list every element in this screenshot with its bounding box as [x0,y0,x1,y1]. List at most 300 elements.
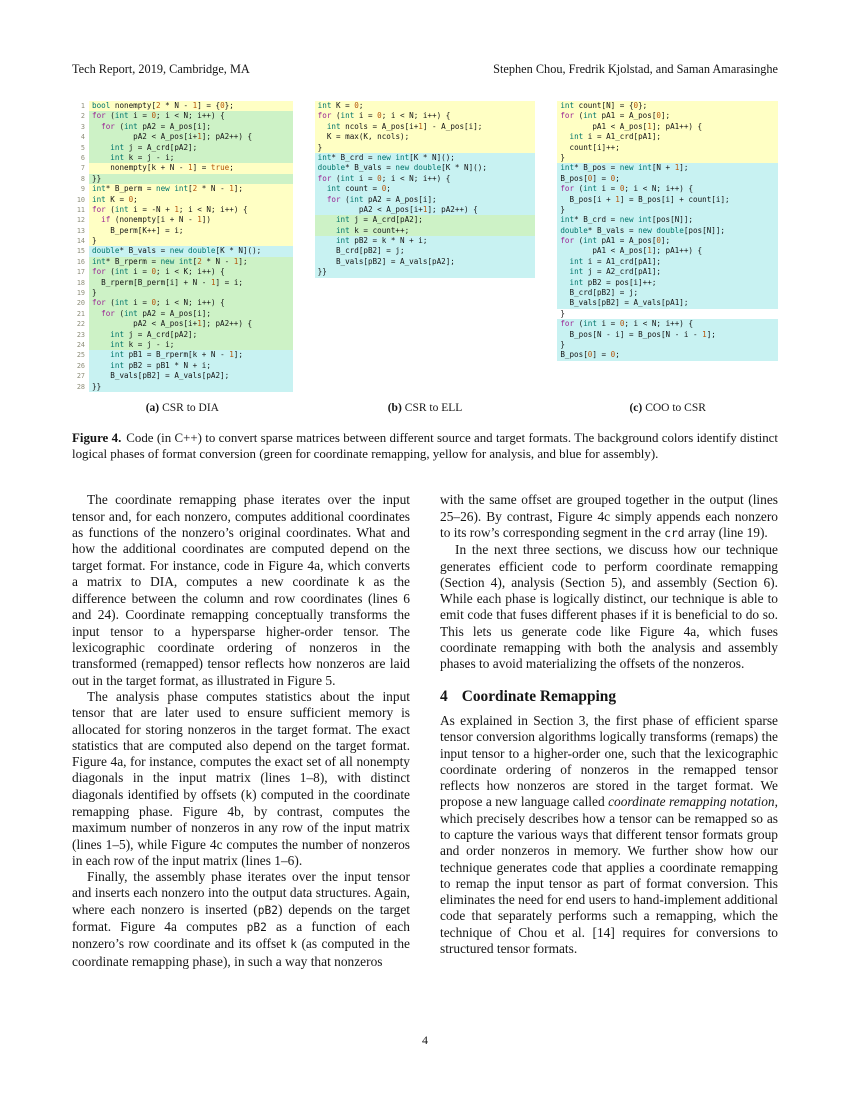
code-text: B_pos[0] = 0; [557,174,778,184]
code-line [315,236,536,246]
code-text: int k = j - i; [89,340,293,350]
code-line [557,267,778,277]
code-token: 2 [192,184,198,194]
figure-caption-text: Code (in C++) to convert sparse matrices between different source and target formats. The background colors identify distinct logical phases of format conversion (green for coordinate remapping, yellow for analysis, and blue for assembly). [72,430,778,462]
code-text: for (int i = 0; i < N; i++) { [557,319,778,329]
code-text: B_vals[pB2] = A_vals[pA2]; [89,371,293,381]
code-token: int [326,121,341,131]
code-text: double* B_vals = new double[K * N](); [89,246,293,256]
code-text: } [557,205,778,215]
code-token: int [110,152,125,162]
code-token: 1 [702,329,707,339]
line-number: 20 [76,299,85,308]
code-block [315,101,536,278]
code-text: for (int i = 0; i < N; i++) { [89,298,293,308]
code-token: new [619,215,634,225]
code-text: count[i]++; [557,143,778,153]
code-token: 1 [233,256,239,266]
code-token: int [335,236,350,246]
code-line [557,184,778,194]
code-token: new [160,256,175,266]
code-line [557,288,778,298]
inline-code: k [245,788,253,802]
code-token: double [188,246,216,256]
code-line [72,122,293,132]
code-text: int pB2 = pos[i]++; [557,278,778,288]
code-token: 1 [210,277,216,287]
line-number: 28 [76,382,85,391]
code-line [315,195,536,205]
code-line [315,101,536,111]
code-token: 0 [610,350,616,360]
code-text: } [315,143,536,153]
line-number: 4 [80,133,85,142]
line-number: 1 [80,102,85,110]
code-line [72,340,293,350]
code-text: int j = A_crd[pA2]; [315,215,536,225]
code-token: int [326,184,341,194]
code-text: int* B_rperm = new int[2 * N - 1]; [89,257,293,267]
code-token: int [583,319,597,329]
code-text: for (int pA1 = A_pos[0]; [557,236,778,246]
code-text: B_crd[pB2] = j; [315,246,536,256]
code-text: B_pos[0] = 0; [557,350,778,360]
code-token: for [560,111,575,121]
line-number: 11 [76,205,85,214]
code-token: 1 [229,184,234,194]
line-number: 5 [80,143,85,152]
code-text: for (int pA1 = A_pos[0]; [557,111,778,121]
code-text: bool nonempty[2 * N - 1] = {0}; [89,101,293,111]
code-token: for [317,111,332,121]
code-token: int [178,256,193,266]
code-token: 2 [197,256,202,266]
code-text: int ncols = A_pos[i+1] - A_pos[i]; [315,122,536,132]
code-token: new [638,225,652,235]
code-token: int [569,277,584,287]
code-text: } [557,340,778,350]
code-token: int [92,256,106,266]
line-number: 17 [76,268,85,277]
paragraph [440,713,778,957]
header-right: Stephen Chou, Fredrik Kjolstad, and Saman Amarasinghe [493,62,778,76]
code-token: int [340,111,355,121]
code-token: int [583,184,597,194]
code-text: B_vals[pB2] = A_vals[pA2]; [315,257,536,267]
code-token: 1 [174,204,179,214]
code-token: new [169,246,184,256]
code-listings [72,101,778,414]
code-line [557,132,778,142]
code-token: int [560,215,575,225]
section-number: 4 [440,687,448,705]
line-number: 15 [76,247,85,256]
paragraph [440,492,778,542]
code-text: pA1 < A_pos[1]; pA1++) { [557,122,778,132]
code-line [315,143,536,153]
code-token: for [92,204,106,214]
code-token: 1 [197,215,202,225]
listing-caption-label: (c) [629,401,643,414]
text-run: (as computed in the coordinate remapping phase), in such a way that nonzeros [72,936,410,969]
line-number: 13 [76,226,85,235]
listing-caption-label: (b) [387,401,402,414]
code-token: 0 [377,173,382,183]
code-token: int [569,256,584,266]
code-text: for (int pA2 = A_pos[i]; [315,195,536,205]
code-line [557,163,778,173]
code-line [72,153,293,163]
code-token: 0 [220,101,225,110]
code-token: 0 [610,173,616,183]
code-token: for [317,173,332,183]
code-text: int k = j - i; [89,153,293,163]
code-token: int [335,225,350,235]
paragraph [72,492,410,689]
code-listing [315,101,536,414]
code-token: int [569,132,584,142]
code-text: int i = A1_crd[pA1]; [557,132,778,142]
code-text: int j = A_crd[pA2]; [89,143,293,153]
code-line [557,330,778,340]
inline-code: pB2 [246,921,267,935]
code-text: pA1 < A_pos[1]; pA1++) { [557,246,778,256]
code-token: for [560,236,575,246]
code-token: int [583,236,597,246]
code-token: int [114,298,129,308]
code-line [72,236,293,246]
line-number: 14 [76,237,85,246]
code-line [72,278,293,288]
code-token: int [395,152,410,162]
code-token: int [317,101,332,110]
code-token: new [377,152,391,162]
code-line [557,101,778,111]
code-text: } [557,153,778,163]
code-line [315,246,536,256]
figure-caption-label: Figure 4. [72,430,122,445]
code-line [557,298,778,308]
body-text [72,492,778,970]
code-text: for (int i = 0; i < N; i++) { [315,174,536,184]
code-token: int [174,184,189,194]
code-text: B_rperm[B_perm[i] + N - 1] = i; [89,278,293,288]
code-token: for [101,308,115,318]
code-token: int [638,163,652,173]
code-token: int [349,194,364,204]
line-number: 8 [80,174,85,183]
code-token: int [114,204,129,214]
text-run: as the difference between the column and row coordinates (lines 6 and 24). Coordinate remapping conceptually transforms the input tensor to a hypersparse higher-order tensor. The lexicographic coordinate ordering of nonzeros in the transformed (remapped) tensor reflects how nonzeros are laid out in the target format, as illustrated in Figure 5. [72,573,410,688]
code-token: int [110,142,125,152]
code-text: int K = 0; [89,195,293,205]
code-text: int* B_crd = new int[K * N](); [315,153,536,163]
code-token: int [317,152,332,162]
code-token: int [560,101,575,110]
code-token: if [101,215,111,225]
code-text: pA2 < A_pos[i+1]; pA2++) { [89,319,293,329]
line-number: 2 [80,112,85,121]
code-line [72,361,293,371]
code-line [315,163,536,173]
code-line [557,205,778,215]
inline-code: crd [664,526,685,540]
code-text: int* B_perm = new int[2 * N - 1]; [89,184,293,194]
code-line [557,246,778,256]
code-text: int K = 0; [315,101,536,111]
code-text: }} [89,174,293,184]
code-line [315,111,536,121]
code-line [315,153,536,163]
code-line [72,205,293,215]
line-number: 3 [80,122,85,131]
code-text: int* B_pos = new int[N + 1]; [557,163,778,173]
code-text: for (int pA2 = A_pos[i]; [89,122,293,132]
code-token: true [210,163,230,173]
text-run: with the same offset are grouped together in the output (lines 25–26). By contrast, Figure 4c simply appends each nonzero to its row’s corresponding segment in the [440,492,778,540]
code-token: for [92,298,106,308]
code-text: int pB2 = pB1 * N + i; [89,361,293,371]
code-line [72,195,293,205]
paragraph [72,689,410,869]
code-line [315,132,536,142]
code-text: pA2 < A_pos[i+1]; pA2++) { [89,132,293,142]
code-token: int [583,111,597,121]
code-text: int pB2 = k * N + i; [315,236,536,246]
code-line [315,257,536,267]
listing-caption: (b) CSR to ELL [387,401,463,414]
code-line [72,298,293,308]
code-token: 1 [422,204,428,214]
text-run: As explained in Section 3, the first phase of efficient sparse tensor conversion algorithms logically transforms (remaps) the input tensor to a higher-order one, such that the lexicographic coordinate ordering of nonzeros in the remapped tensor reflects how nonzeros are stored in the target format. We propose a new language called [440,712,778,810]
inline-code: pB2 [257,903,278,917]
code-token: for [92,267,106,277]
code-text: B_crd[pB2] = j; [557,288,778,298]
line-number: 19 [76,289,85,298]
code-token: 0 [151,111,157,121]
section-title: Coordinate Remapping [461,687,617,705]
code-token: 0 [587,350,593,360]
code-line [72,319,293,329]
code-text: int pB1 = B_rperm[k + N - 1]; [89,350,293,360]
inline-code: k [290,938,298,952]
code-text: for (int i = 0; i < N; i++) { [315,111,536,121]
line-number: 6 [80,153,85,162]
code-token: int [340,173,355,183]
code-token: new [156,184,170,194]
code-line [72,371,293,381]
code-line [315,215,536,225]
code-text: for (int i = 0; i < N; i++) { [89,111,293,121]
code-line [315,184,536,194]
code-token: 0 [151,298,157,308]
code-line [557,153,778,163]
code-token: 1 [192,101,198,110]
figure-4 [72,101,778,462]
left-column [72,492,410,970]
code-line [72,174,293,184]
listing-caption-label: (a) [145,401,160,414]
code-line [315,226,536,236]
text-run: as a function of each nonzero’s row coordinate and its offset [72,919,410,952]
code-token: 1 [647,121,652,131]
code-token: int [560,163,575,173]
line-number: 21 [76,309,85,318]
code-token: double [413,163,442,173]
section-heading [440,689,778,705]
code-line [315,267,536,277]
line-number: 12 [76,216,85,225]
code-text: int count = 0; [315,184,536,194]
code-token: for [560,319,575,329]
code-line [557,236,778,246]
code-token: double [92,246,120,256]
code-text: B_vals[pB2] = A_vals[pA1]; [557,298,778,308]
code-text: } [89,236,293,246]
code-text: int i = A1_crd[pA1]; [557,257,778,267]
code-token: 1 [647,246,652,256]
code-line [557,111,778,121]
code-token: int [110,350,125,360]
line-number: 27 [76,372,85,381]
code-text: int k = count++; [315,226,536,236]
code-token: 0 [381,184,387,194]
code-token: int [92,194,106,204]
code-line [72,309,293,319]
code-text: K = max(K, ncols); [315,132,536,142]
code-line [315,122,536,132]
code-token: int [110,329,125,339]
text-run: The coordinate remapping phase iterates over the input tensor and, for each nonzero, computes additional coordinates as functions of the nonzero’s original coordinates. What and how the additional coordinates are computed depend on the target format. For instance, code in Figure 4a, which converts a matrix to DIA, computes a new coordinate [72,492,410,589]
line-number: 9 [80,185,85,194]
code-token: int [638,215,652,225]
code-line [72,288,293,298]
code-token: 0 [656,111,661,121]
right-column [440,492,778,970]
code-token: double [560,225,588,235]
code-text: for (int i = -N + 1; i < N; i++) { [89,205,293,215]
code-listing [557,101,778,414]
code-text: } [89,288,293,298]
code-token: new [619,163,634,173]
text-run: ) depends on the target format. Figure 4a computes [72,901,411,935]
code-token: int [335,215,350,225]
code-line [557,195,778,205]
code-line [72,184,293,194]
code-token: 1 [188,163,193,173]
code-text: }} [315,267,536,277]
code-text: for (int i = 0; i < N; i++) { [557,184,778,194]
code-line [557,278,778,288]
code-token: 0 [377,111,382,121]
code-token: bool [92,101,111,110]
code-line [72,330,293,340]
code-block [72,101,293,392]
code-block [557,101,778,361]
code-token: 0 [354,101,359,110]
header-left: Tech Report, 2019, Cambridge, MA [72,62,250,76]
code-line [72,132,293,142]
code-text: pA2 < A_pos[i+1]; pA2++) { [315,205,536,215]
text-run: , which precisely describes how a tensor can be remapped so as to capture the various ways that different tensor formats group and order nonzeros in memory. We further show how our technique generates code that applies a coordinate remapping to remap the input tensor as part of format conversion. This eliminates the need for end users to hand-implement additional code that separately performs such a remapping, which the technique of Chou et al. [14] requires for conversions to structured tensor formats. [440,794,778,957]
code-text: B_perm[K++] = i; [89,226,293,236]
code-token: 1 [197,132,202,142]
code-token: 1 [674,163,680,173]
code-token: 1 [229,350,234,360]
text-run: Finally, the assembly phase iterates over the input tensor and inserts each nonzero into the output data structures. Again, where each nonzero is inserted ( [72,869,410,917]
code-token: 2 [156,101,161,110]
code-line [557,319,778,329]
line-number: 22 [76,320,85,329]
code-text: B_pos[N - i] = B_pos[N - i - 1]; [557,330,778,340]
code-text: } [560,308,565,318]
code-line [72,163,293,173]
code-token: for [101,121,115,131]
code-line [557,309,778,319]
code-token: 1 [418,121,423,131]
code-line [72,101,293,111]
listing-caption: (a) CSR to DIA [145,401,219,414]
line-number: 23 [76,330,85,339]
code-text: double* B_vals = new double[pos[N]]; [557,226,778,236]
code-line [72,215,293,225]
italic-text: coordinate remapping notation [608,794,775,810]
code-token: int [110,339,125,349]
code-line [557,215,778,225]
code-text: nonempty[k + N - 1] = true; [89,163,293,173]
code-line [72,111,293,121]
code-text: if (nonempty[i + N - 1]) [89,215,293,225]
code-token: 0 [656,236,661,246]
code-line [557,340,778,350]
code-line [72,226,293,236]
code-token: double [656,225,684,235]
code-token: 0 [619,319,625,329]
code-line [72,267,293,277]
code-token: 0 [633,101,639,110]
code-text: }} [89,382,293,392]
code-line [72,257,293,267]
code-token: int [124,308,138,318]
code-token: 0 [128,194,134,204]
code-token: for [92,111,106,121]
line-number: 18 [76,278,85,287]
code-token: int [569,267,584,277]
code-line [72,143,293,153]
code-token: 0 [587,173,593,183]
line-number: 25 [76,351,85,360]
line-number: 7 [80,164,85,173]
running-header [72,62,778,77]
code-token: int [92,184,106,194]
code-text: int count[N] = {0}; [557,101,778,111]
text-run: ) computed in the coordinate remapping phase. Figure 4b, by contrast, computes the maximum number of nonzeros in any row of the input matrix (lines 1–5), while Figure 4c computes the number of nonzeros in each row of the input matrix (lines 1–6). [72,786,410,868]
code-token: 0 [619,184,625,194]
inline-code: k [357,575,365,589]
text-run: The analysis phase computes statistics about the input tensor that are later used to ensure sufficient memory is allocated for storing nonzeros in the target format. The exact statistics that are computed also depend on the target format. Figure 4a, for instance, computes the exact set of all nonempty diagonals in the input matrix (lines 1–8), with distinct diagonals identified by offsets ( [72,688,410,802]
code-line [557,350,778,360]
paragraph [440,542,778,672]
code-token: 1 [197,319,202,329]
code-text: double* B_vals = new double[K * N](); [315,163,536,173]
code-line [557,122,778,132]
text-run: array (line 19). [684,524,768,540]
line-number: 10 [76,195,85,204]
code-line [315,174,536,184]
code-text: int j = A2_crd[pA1]; [557,267,778,277]
code-line [557,174,778,184]
code-line [557,257,778,267]
